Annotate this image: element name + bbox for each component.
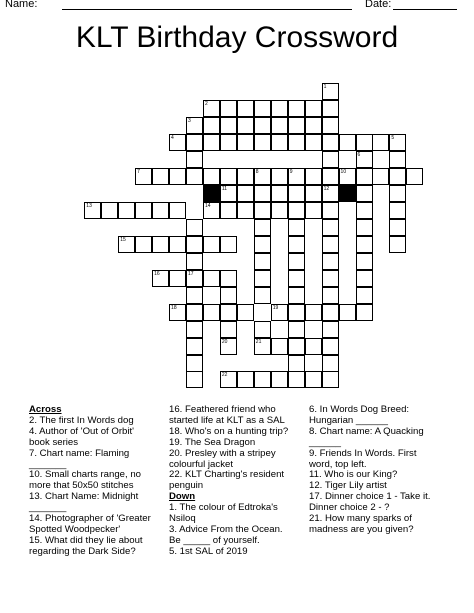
grid-cell[interactable] xyxy=(220,134,237,151)
grid-cell[interactable] xyxy=(322,117,339,134)
grid-cell[interactable] xyxy=(288,321,305,338)
date-label: Date: xyxy=(365,0,392,10)
grid-cell[interactable] xyxy=(322,253,339,270)
grid-cell[interactable] xyxy=(271,185,288,202)
clue-line: 17. Dinner choice 1 - Take it. xyxy=(309,491,431,503)
clue-line: _______ xyxy=(29,458,67,470)
grid-cell[interactable] xyxy=(372,134,389,151)
grid-cell[interactable] xyxy=(389,168,406,185)
grid-cell[interactable] xyxy=(356,236,373,253)
clue-number: 2 xyxy=(204,101,208,108)
grid-cell[interactable] xyxy=(186,134,203,151)
grid-cell[interactable] xyxy=(169,134,186,151)
clue-line: 9. Friends In Words. First xyxy=(309,447,417,459)
grid-cell[interactable] xyxy=(254,134,271,151)
grid-cell[interactable] xyxy=(152,236,169,253)
grid-cell[interactable] xyxy=(203,236,220,253)
grid-cell[interactable] xyxy=(152,270,169,287)
grid-cell[interactable] xyxy=(322,321,339,338)
grid-cell[interactable] xyxy=(271,134,288,151)
grid-cell[interactable] xyxy=(322,185,339,202)
grid-cell[interactable] xyxy=(389,151,406,168)
grid-cell[interactable] xyxy=(271,371,288,388)
clue-line: 11. Who is our King? xyxy=(309,469,398,481)
grid-cell[interactable] xyxy=(254,236,271,253)
grid-cell[interactable] xyxy=(339,168,356,185)
grid-cell[interactable] xyxy=(152,168,169,185)
grid-cell[interactable] xyxy=(356,185,373,202)
grid-cell[interactable] xyxy=(356,134,373,151)
grid-cell[interactable] xyxy=(322,355,339,372)
grid-cell[interactable] xyxy=(322,371,339,388)
clue-line: 5. 1st SAL of 2019 xyxy=(169,545,248,557)
clue-number: 10 xyxy=(340,169,347,176)
grid-cell[interactable] xyxy=(305,134,322,151)
clue-number: 8 xyxy=(255,169,259,176)
grid-cell[interactable] xyxy=(288,134,305,151)
clue-number: 19 xyxy=(272,304,279,311)
grid-cell[interactable] xyxy=(288,253,305,270)
grid-cell[interactable] xyxy=(220,117,237,134)
grid-cell[interactable] xyxy=(237,304,254,321)
grid-cell[interactable] xyxy=(322,151,339,168)
clue-line: 20. Presley with a stripey xyxy=(169,447,276,459)
grid-cell[interactable] xyxy=(322,219,339,236)
clue-line: 7. Chart name: Flaming xyxy=(29,447,130,459)
grid-cell[interactable] xyxy=(220,185,237,202)
grid-cell[interactable] xyxy=(322,287,339,304)
grid-cell[interactable] xyxy=(237,168,254,185)
grid-cell[interactable] xyxy=(254,100,271,117)
clue-number: 14 xyxy=(204,202,211,209)
grid-cell[interactable] xyxy=(305,185,322,202)
clue-number: 15 xyxy=(120,236,126,243)
grid-cell[interactable] xyxy=(186,270,203,287)
grid-cell[interactable] xyxy=(356,219,373,236)
clue-line: 18. Who's on a hunting trip? xyxy=(169,425,289,437)
clue-line: more that 50x50 stitches xyxy=(29,480,134,492)
grid-cell[interactable] xyxy=(254,202,271,219)
grid-cell[interactable] xyxy=(322,134,339,151)
clue-number: 18 xyxy=(171,304,177,311)
grid-cell[interactable] xyxy=(288,371,305,388)
clue-line: Nsiloq xyxy=(169,513,196,525)
clue-line: 16. Feathered friend who xyxy=(169,404,276,415)
grid-cell[interactable] xyxy=(305,168,322,185)
grid-cell[interactable] xyxy=(186,304,203,321)
grid-cell[interactable] xyxy=(203,117,220,134)
clue-line: 10. Small charts range, no xyxy=(29,469,141,481)
grid-cell[interactable] xyxy=(254,168,271,185)
grid-cell[interactable] xyxy=(356,287,373,304)
grid-cell[interactable] xyxy=(372,168,389,185)
clue-number: 3 xyxy=(188,118,191,125)
clue-number: 6 xyxy=(357,152,361,159)
grid-cell[interactable] xyxy=(254,338,271,355)
clue-line: 2. The first In Words dog xyxy=(29,414,134,426)
grid-cell[interactable] xyxy=(254,270,271,287)
grid-cell[interactable] xyxy=(389,185,406,202)
clue-line: Be _____ of yourself. xyxy=(169,534,260,546)
name-label: Name: xyxy=(5,0,38,10)
grid-cell[interactable] xyxy=(237,371,254,388)
clue-line: colourful jacket xyxy=(169,458,233,470)
clue-number: 22 xyxy=(221,372,228,379)
grid-cell[interactable] xyxy=(220,338,237,355)
grid-cell[interactable] xyxy=(322,270,339,287)
grid-cell[interactable] xyxy=(356,168,373,185)
grid-cell[interactable] xyxy=(288,338,305,355)
grid-cell[interactable] xyxy=(254,185,271,202)
grid-cell[interactable] xyxy=(186,236,203,253)
grid-cell[interactable] xyxy=(169,236,186,253)
clue-number: 11 xyxy=(221,186,228,192)
grid-cell[interactable] xyxy=(322,202,339,219)
grid-cell[interactable] xyxy=(356,270,373,287)
grid-cell[interactable] xyxy=(254,371,271,388)
grid-cell[interactable] xyxy=(220,321,237,338)
grid-cell[interactable] xyxy=(169,202,186,219)
clue-line: regarding the Dark Side? xyxy=(29,545,136,557)
clue-number: 20 xyxy=(221,338,228,345)
grid-cell[interactable] xyxy=(118,202,135,219)
grid-cell[interactable] xyxy=(288,100,305,117)
grid-cell[interactable] xyxy=(186,151,203,168)
grid-cell[interactable] xyxy=(271,304,288,321)
clue-line: 19. The Sea Dragon xyxy=(169,436,256,448)
grid-cell[interactable] xyxy=(135,236,152,253)
grid-cell[interactable] xyxy=(101,202,118,219)
grid-cell[interactable] xyxy=(254,321,271,338)
grid-cell[interactable] xyxy=(356,304,373,321)
clue-line: 1. The colour of Edtroka's xyxy=(169,502,278,514)
grid-cell[interactable] xyxy=(237,134,254,151)
grid-cell[interactable] xyxy=(220,371,237,388)
grid-cell[interactable] xyxy=(389,134,406,151)
across-heading: Across xyxy=(29,404,62,415)
grid-cell[interactable] xyxy=(186,355,203,372)
grid-cell[interactable] xyxy=(237,117,254,134)
clue-number: 9 xyxy=(289,169,293,176)
grid-cell[interactable] xyxy=(169,270,186,287)
grid-cell[interactable] xyxy=(406,168,423,185)
grid-cell[interactable] xyxy=(271,168,288,185)
grid-cell[interactable] xyxy=(271,202,288,219)
grid-cell[interactable] xyxy=(254,253,271,270)
grid-cell[interactable] xyxy=(271,100,288,117)
grid-cell[interactable] xyxy=(271,338,288,355)
clues-column-1 xyxy=(29,405,169,558)
grid-cell[interactable] xyxy=(203,100,220,117)
clue-line: penguin xyxy=(169,480,204,492)
grid-cell[interactable] xyxy=(389,202,406,219)
clue-number: 16 xyxy=(154,270,160,277)
clue-line: 6. In Words Dog Breed: xyxy=(309,404,410,415)
grid-cell[interactable] xyxy=(186,287,203,304)
clue-number: 17 xyxy=(188,270,194,277)
grid-cell[interactable] xyxy=(220,168,237,185)
grid-cell[interactable] xyxy=(186,219,203,236)
grid-cell[interactable] xyxy=(288,185,305,202)
grid-cell[interactable] xyxy=(356,202,373,219)
grid-cell[interactable] xyxy=(305,117,322,134)
clue-number: 4 xyxy=(171,135,174,142)
grid-cell[interactable] xyxy=(288,219,305,236)
grid-cell[interactable] xyxy=(220,236,237,253)
grid-cell[interactable] xyxy=(220,202,237,219)
grid-cell[interactable] xyxy=(220,270,237,287)
grid-cell[interactable] xyxy=(220,100,237,117)
grid-cell[interactable] xyxy=(288,287,305,304)
grid-cell[interactable] xyxy=(288,304,305,321)
clue-line: 13. Chart Name: Midnight xyxy=(29,491,139,503)
grid-cell[interactable] xyxy=(305,304,322,321)
grid-cell[interactable] xyxy=(305,202,322,219)
grid-cell[interactable] xyxy=(356,253,373,270)
grid-cell[interactable] xyxy=(237,202,254,219)
grid-cell[interactable] xyxy=(389,219,406,236)
grid-cell[interactable] xyxy=(220,287,237,304)
grid-cell[interactable] xyxy=(322,236,339,253)
grid-cell[interactable] xyxy=(254,287,271,304)
clue-line: madness are you given? xyxy=(309,523,414,535)
grid-cell[interactable] xyxy=(305,338,322,355)
grid-cell[interactable] xyxy=(322,168,339,185)
grid-cell[interactable] xyxy=(356,151,373,168)
clue-line: 4. Author of 'Out of Orbit' xyxy=(29,425,134,437)
black-cell xyxy=(339,185,356,202)
grid-cell[interactable] xyxy=(169,168,186,185)
grid-cell[interactable] xyxy=(203,270,220,287)
black-cell xyxy=(203,185,220,202)
grid-cell[interactable] xyxy=(186,338,203,355)
clue-number: 5 xyxy=(391,135,395,142)
grid-cell[interactable] xyxy=(237,185,254,202)
grid-cell[interactable] xyxy=(322,304,339,321)
grid-cell[interactable] xyxy=(339,134,356,151)
clue-line: 21. How many sparks of xyxy=(309,513,412,525)
clue-line: Dinner choice 2 - ? xyxy=(309,502,390,514)
grid-cell[interactable] xyxy=(322,100,339,117)
grid-cell[interactable] xyxy=(305,100,322,117)
grid-cell[interactable] xyxy=(203,304,220,321)
clue-line: 12. Tiger Lily artist xyxy=(309,480,387,492)
clue-line: 22. KLT Charting's resident xyxy=(169,469,285,481)
clue-line: book series xyxy=(29,436,79,448)
grid-cell[interactable] xyxy=(288,168,305,185)
clue-line: 14. Photographer of 'Greater xyxy=(29,513,151,525)
clue-line: 3. Advice From the Ocean. xyxy=(169,523,283,535)
grid-cell[interactable] xyxy=(203,168,220,185)
grid-cell[interactable] xyxy=(84,202,101,219)
grid-cell[interactable] xyxy=(220,304,237,321)
grid-cell[interactable] xyxy=(288,202,305,219)
grid-cell[interactable] xyxy=(186,253,203,270)
clue-line: 15. What did they lie about xyxy=(29,534,143,546)
grid-cell[interactable] xyxy=(186,117,203,134)
clues-column-2 xyxy=(169,405,314,558)
clue-line: Hungarian ______ xyxy=(309,414,388,426)
clue-line: started life at KLT as a SAL xyxy=(169,414,285,426)
clues-column-3 xyxy=(309,405,469,536)
grid-cell[interactable] xyxy=(118,236,135,253)
clue-line: _______ xyxy=(29,502,67,514)
page-title: KLT Birthday Crossword xyxy=(75,21,399,54)
grid-cell[interactable] xyxy=(271,117,288,134)
clue-number: 21 xyxy=(255,338,262,345)
grid-cell[interactable] xyxy=(288,117,305,134)
grid-cell[interactable] xyxy=(288,355,305,372)
grid-cell[interactable] xyxy=(203,134,220,151)
grid-cell[interactable] xyxy=(322,83,339,100)
clue-number: 12 xyxy=(323,186,330,192)
clue-line: word, top left. xyxy=(309,458,367,470)
grid-cell[interactable] xyxy=(237,100,254,117)
grid-cell[interactable] xyxy=(135,202,152,219)
grid-cell[interactable] xyxy=(186,168,203,185)
grid-cell[interactable] xyxy=(169,304,186,321)
grid-cell[interactable] xyxy=(322,338,339,355)
grid-cell[interactable] xyxy=(203,202,220,219)
grid-cell[interactable] xyxy=(305,371,322,388)
down-heading: Down xyxy=(169,491,196,503)
grid-cell[interactable] xyxy=(339,304,356,321)
grid-cell[interactable] xyxy=(288,270,305,287)
clue-number: 1 xyxy=(323,84,327,91)
clue-line: Spotted Woodpecker' xyxy=(29,523,121,535)
clue-line: ______ xyxy=(309,436,342,448)
grid-cell[interactable] xyxy=(135,168,152,185)
grid-cell[interactable] xyxy=(186,371,203,388)
grid-cell[interactable] xyxy=(254,117,271,134)
clue-number: 7 xyxy=(137,169,140,176)
grid-cell[interactable] xyxy=(288,236,305,253)
clue-number: 13 xyxy=(86,202,92,209)
grid-cell[interactable] xyxy=(186,321,203,338)
clue-line: 8. Chart name: A Quacking xyxy=(309,425,424,437)
grid-cell[interactable] xyxy=(254,219,271,236)
grid-cell[interactable] xyxy=(152,202,169,219)
grid-cell[interactable] xyxy=(389,236,406,253)
